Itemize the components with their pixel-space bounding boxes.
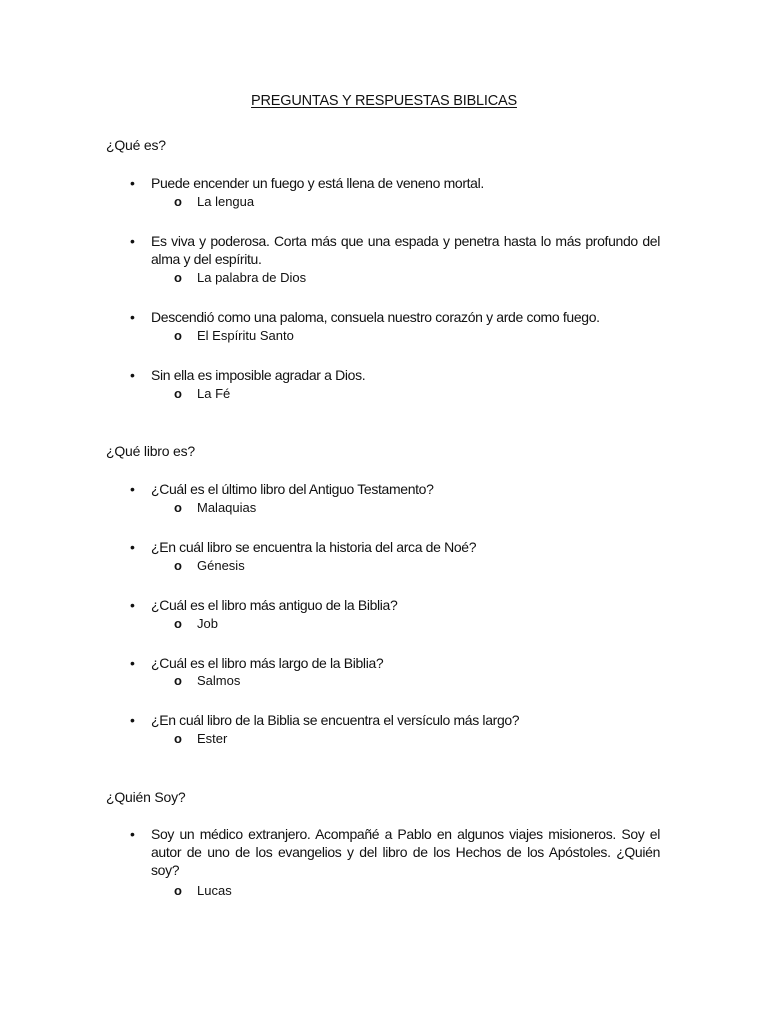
section-heading-que-es: ¿Qué es? (106, 137, 166, 153)
answer-text: Ester (197, 731, 228, 746)
question-item (130, 480, 660, 498)
question-text: Puede encender un fuego y está llena de veneno mortal. (151, 175, 484, 191)
answer-item (174, 558, 245, 574)
answer-marker-icon: o (174, 328, 182, 343)
question-text: Descendió como una paloma, consuela nuestro corazón y arde como fuego. (151, 309, 600, 325)
question-text: ¿Cuál es el libro más largo de la Biblia? (151, 655, 384, 671)
bullet-icon: • (130, 597, 135, 613)
answer-text: Job (197, 616, 218, 631)
question-item (130, 538, 660, 556)
answer-item (174, 616, 218, 632)
answer-item (174, 328, 294, 344)
question-text: Soy un médico extranjero. Acompañé a Pablo en algunos viajes misioneros. Soy el autor de uno de los evangelios y del libro de los Hechos de los Apóstoles. ¿Quién soy? (151, 826, 660, 878)
answer-text: La Fé (197, 386, 231, 401)
answer-marker-icon: o (174, 731, 182, 746)
answer-item (174, 270, 306, 286)
question-item (130, 825, 660, 879)
answer-marker-icon: o (174, 194, 182, 209)
question-text: Es viva y poderosa. Corta más que una espada y penetra hasta lo más profundo del alma y del espíritu. (151, 233, 660, 267)
question-item (130, 174, 660, 192)
answer-marker-icon: o (174, 883, 182, 898)
answer-item (174, 883, 232, 899)
question-item (130, 232, 660, 268)
question-item (130, 596, 660, 614)
answer-text: Salmos (197, 673, 241, 688)
bullet-icon: • (130, 712, 135, 728)
question-text: ¿Cuál es el último libro del Antiguo Testamento? (151, 481, 434, 497)
answer-text: El Espíritu Santo (197, 328, 294, 343)
answer-marker-icon: o (174, 616, 182, 631)
answer-text: La palabra de Dios (197, 270, 307, 285)
answer-marker-icon: o (174, 386, 182, 401)
answer-item (174, 194, 254, 210)
question-item (130, 366, 660, 384)
bullet-icon: • (130, 539, 135, 555)
bullet-icon: • (130, 175, 135, 191)
bullet-icon: • (130, 367, 135, 383)
bullet-icon: • (130, 233, 135, 249)
answer-text: Génesis (197, 558, 245, 573)
question-text: ¿Cuál es el libro más antiguo de la Biblia? (151, 597, 398, 613)
answer-marker-icon: o (174, 558, 182, 573)
bullet-icon: • (130, 481, 135, 497)
question-text: ¿En cuál libro de la Biblia se encuentra el versículo más largo? (151, 712, 520, 728)
bullet-icon: • (130, 826, 135, 842)
bullet-icon: • (130, 655, 135, 671)
section-heading-que-libro-es: ¿Qué libro es? (106, 443, 196, 459)
answer-text: La lengua (197, 194, 255, 209)
question-item (130, 654, 660, 672)
question-item (130, 711, 660, 729)
bullet-icon: • (130, 309, 135, 325)
answer-item (174, 731, 227, 747)
answer-marker-icon: o (174, 270, 182, 285)
answer-item (174, 386, 230, 402)
answer-item (174, 500, 256, 516)
answer-text: Lucas (197, 883, 232, 898)
document-title: PREGUNTAS Y RESPUESTAS BIBLICAS (251, 93, 517, 109)
answer-marker-icon: o (174, 500, 182, 515)
answer-marker-icon: o (174, 673, 182, 688)
question-text: Sin ella es imposible agradar a Dios. (151, 367, 366, 383)
answer-text: Malaquias (197, 500, 257, 515)
question-text: ¿En cuál libro se encuentra la historia del arca de Noé? (151, 539, 477, 555)
question-item (130, 308, 660, 326)
answer-item (174, 673, 240, 689)
section-heading-quien-soy: ¿Quién Soy? (106, 789, 186, 805)
